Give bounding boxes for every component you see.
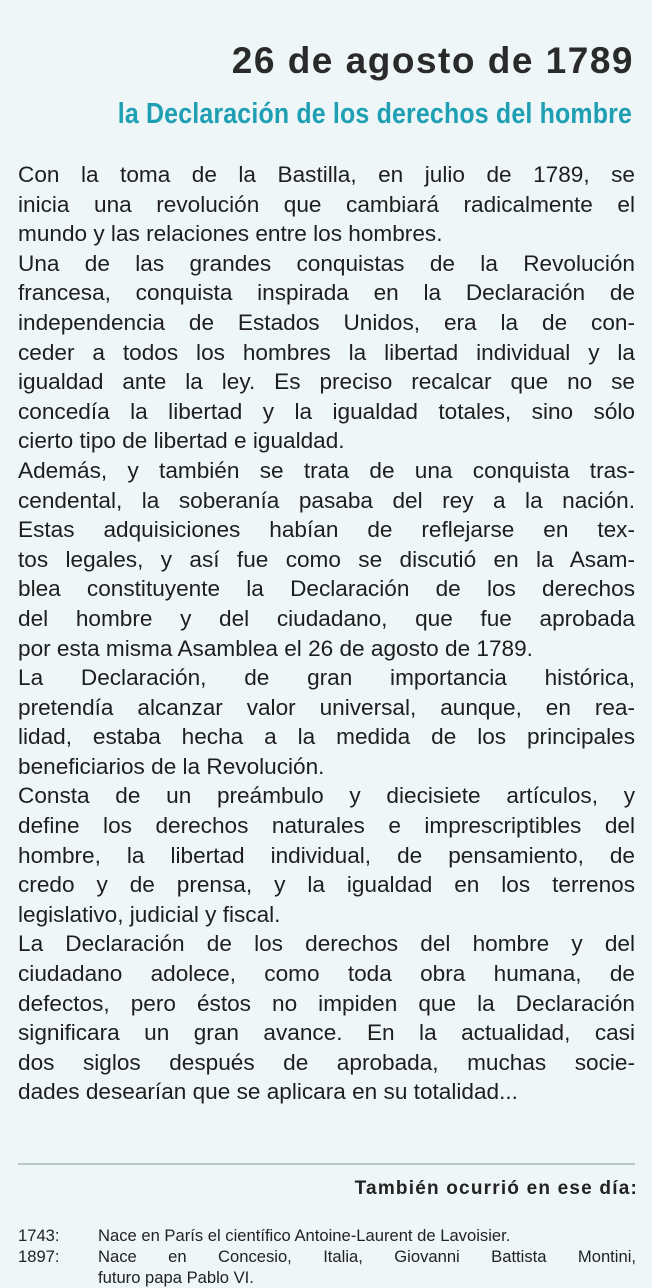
event-year: 1897: — [18, 1247, 60, 1266]
body-line: dades desearían que se aplicara en su totalidad... — [18, 1079, 518, 1105]
body-line: inicia una revolución que cambiará radicalmente el — [18, 191, 635, 217]
body-line: ciudadano adolece, como toda obra humana, de — [18, 961, 635, 987]
body-line: Una de las grandes conquistas de la Revolución — [18, 250, 635, 276]
body-line: cierto tipo de libertad e igualdad. — [18, 428, 345, 454]
body-line: hombre, la libertad individual, de pensamiento, de — [18, 842, 635, 868]
article-body — [18, 160, 635, 1107]
body-line: igualdad ante la ley. Es preciso recalcar que no se — [18, 369, 635, 395]
event-description — [98, 1225, 636, 1246]
body-line: La Declaración de los derechos del hombre y del — [18, 931, 635, 957]
body-line: La Declaración, de gran importancia histórica, — [18, 665, 635, 691]
event-item — [18, 1246, 636, 1288]
event-item — [18, 1225, 636, 1246]
body-line: dos siglos después de aprobada, muchas socie- — [18, 1049, 635, 1075]
body-line: pretendía alcanzar valor universal, aunque, en rea- — [18, 694, 635, 720]
body-line: Con la toma de la Bastilla, en julio de 1789, se — [18, 162, 635, 187]
page-subtitle: la Declaración de los derechos del hombre — [117, 98, 632, 130]
body-line: lidad, estaba hecha a la medida de los principales — [18, 724, 635, 750]
body-line: define los derechos naturales e imprescriptibles del — [18, 813, 635, 839]
section-divider — [18, 1163, 635, 1165]
event-line: Nace en Concesio, Italia, Giovanni Battista Montini, — [98, 1247, 636, 1266]
body-line: credo y de prensa, y la igualdad en los terrenos — [18, 872, 635, 898]
also-heading: También ocurrió en ese día: — [354, 1178, 638, 1199]
body-line: blea constituyente la Declaración de los derechos — [18, 576, 635, 602]
body-line: tos legales, y así fue como se discutió en la Asam- — [18, 546, 635, 572]
body-line: significara un gran avance. En la actualidad, casi — [18, 1020, 635, 1046]
event-year: 1743: — [18, 1226, 60, 1245]
body-line: cendental, la soberanía pasaba del rey a la nación. — [18, 487, 635, 513]
page-title: 26 de agosto de 1789 — [231, 40, 634, 81]
body-line: Además, y también se trata de una conquista tras- — [18, 457, 635, 483]
event-line: Nace en París el científico Antoine-Laurent de Lavoisier. — [98, 1226, 511, 1245]
body-line: ceder a todos los hombres la libertad individual y la — [18, 339, 635, 365]
body-line: por esta misma Asamblea el 26 de agosto de 1789. — [18, 635, 533, 661]
body-line: mundo y las relaciones entre los hombres. — [18, 221, 443, 247]
body-line: beneficiarios de la Revolución. — [18, 753, 325, 779]
body-line: francesa, conquista inspirada en la Declaración de — [18, 280, 635, 306]
body-line: defectos, pero éstos no impiden que la Declaración — [18, 990, 635, 1016]
events-list — [18, 1225, 636, 1288]
body-line: Estas adquisiciones habían de reflejarse en tex- — [18, 517, 635, 543]
body-line: concedía la libertad y la igualdad totales, sino sólo — [18, 398, 635, 424]
event-line: futuro papa Pablo VI. — [98, 1268, 254, 1287]
body-line: del hombre y del ciudadano, que fue aprobada — [18, 605, 635, 631]
body-line: independencia de Estados Unidos, era la de con- — [18, 309, 635, 335]
event-description — [98, 1246, 636, 1288]
body-line: Consta de un preámbulo y diecisiete artículos, y — [18, 783, 635, 809]
body-line: legislativo, judicial y fiscal. — [18, 901, 281, 927]
